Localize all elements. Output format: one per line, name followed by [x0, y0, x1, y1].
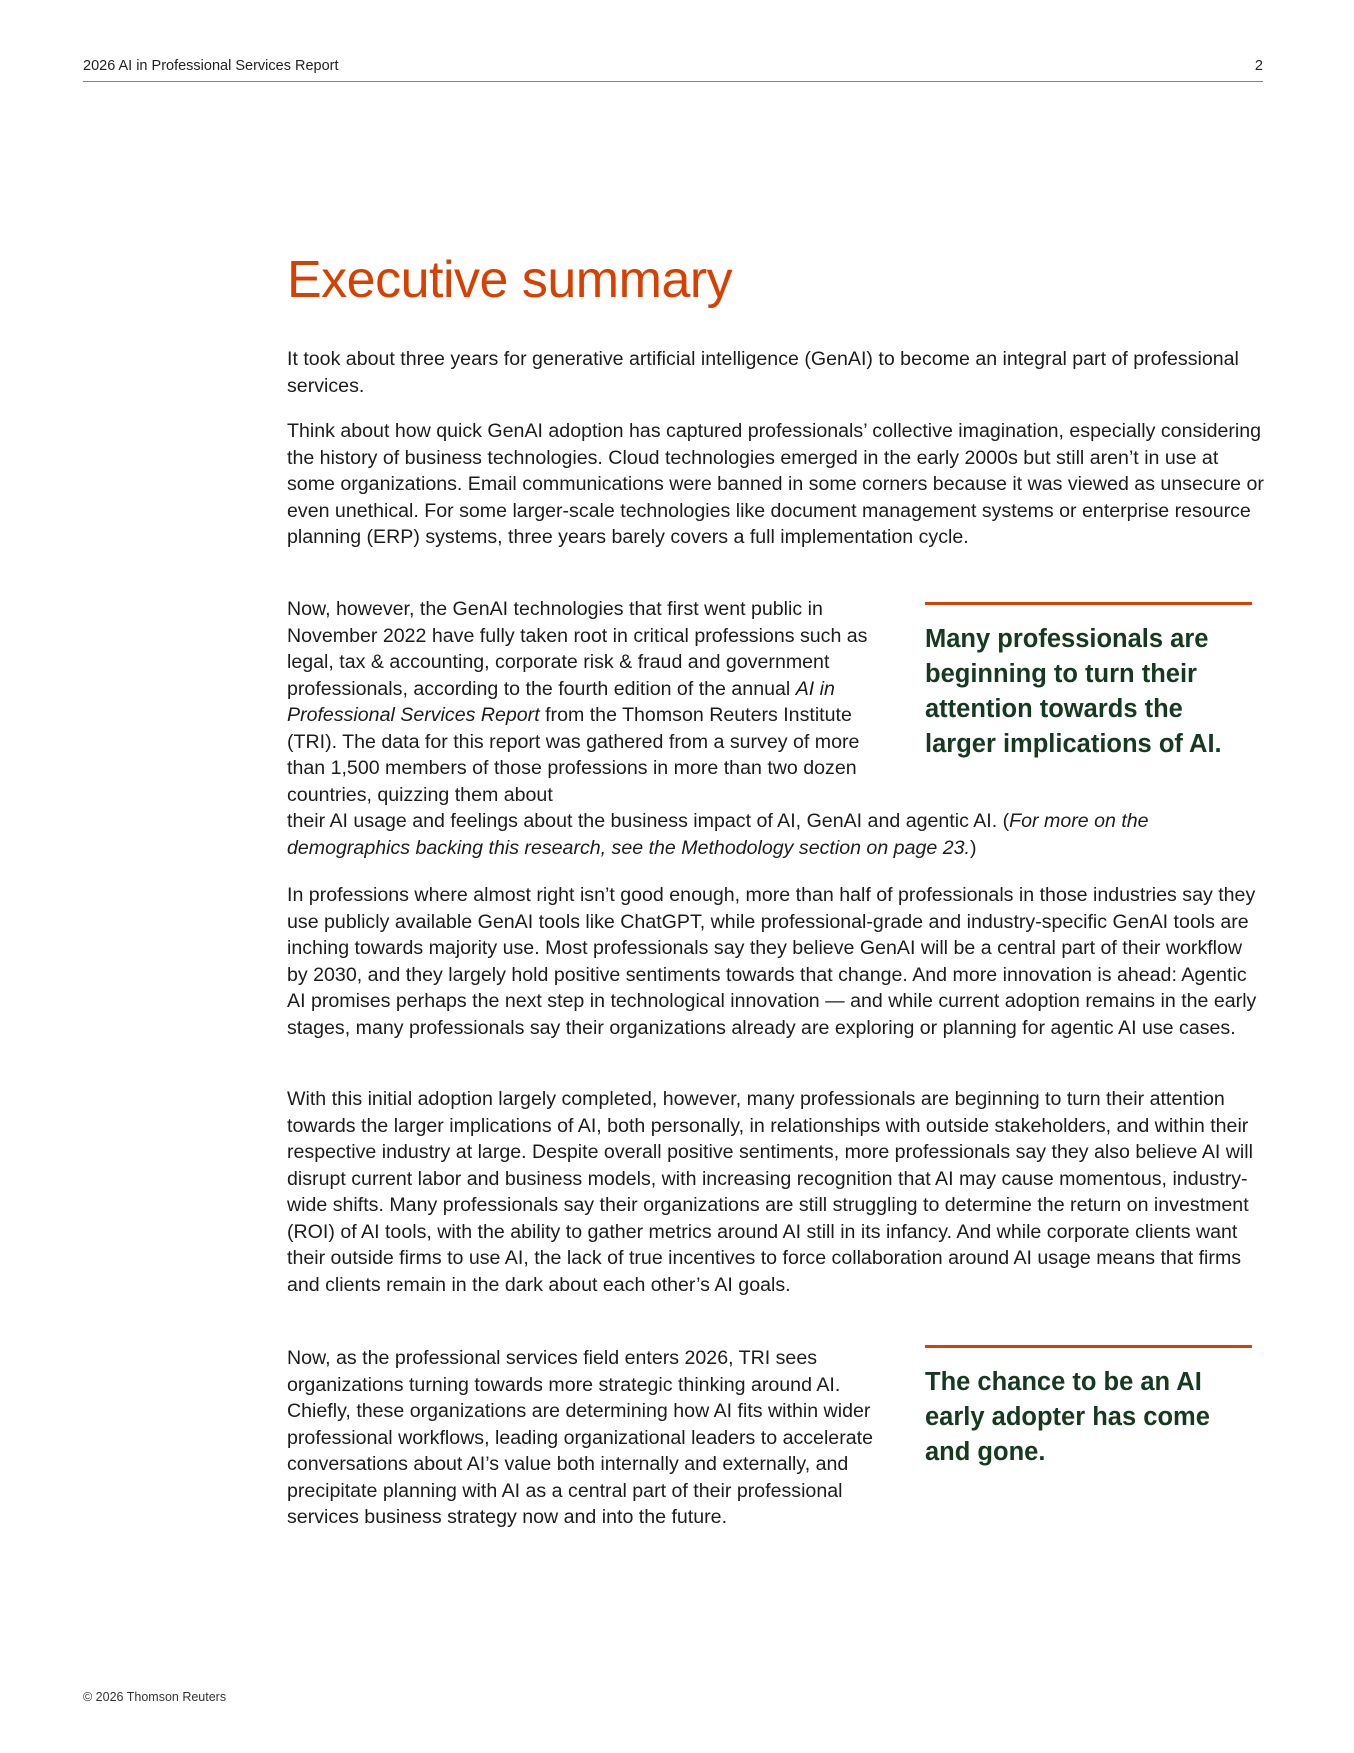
page-number: 2 [1254, 58, 1263, 74]
paragraph-strategy: Now, as the professional services field enters 2026, TRI sees organizations turning towards more strategic thinking around AI. Chiefly, these organizations are determining how AI fits within wider professional workflows, leading organizational leaders to accelerate conversations about AI’s value both internally and externally, and precipitate planning with AI as a central part of their professional services business strategy now and into the future. [287, 1347, 873, 1528]
paragraph-intro: It took about three years for generative artificial intelligence (GenAI) to become an integral part of professional services. [287, 348, 1239, 397]
paragraph-usage: In professions where almost right isn’t good enough, more than half of professionals in those industries say they use publicly available GenAI tools like ChatGPT, while professional-grade and industry-specific GenAI tools are inching towards majority use. Most professionals say they believe GenAI will be a central part of their workflow by 2030, and they largely hold positive sentiments towards that change. And more innovation is ahead: Agentic AI promises perhaps the next step in technological innovation — and while current adoption remains in the early stages, many professionals say their organizations already are exploring or planning for agentic AI use cases. [287, 884, 1257, 1039]
paragraph-adoption-usage: their AI usage and feelings about the business impact of AI, GenAI and agentic AI. ( [287, 810, 1010, 832]
footer-copyright: © 2026 Thomson Reuters [83, 1690, 227, 1704]
section-heading: Executive summary [287, 251, 733, 309]
paragraph-adoption-wide [287, 808, 1267, 861]
paragraph-adoption-close: ) [969, 836, 977, 859]
pull-quote-1: Many professionals are beginning to turn their attention towards the larger implications of AI. [925, 625, 1222, 758]
header-divider [83, 81, 1263, 82]
methodology-note: For more on the demographics backing this research, see the Methodology section on page 23. [287, 810, 1149, 859]
report-name: AI in Professional Services Report [287, 677, 835, 726]
paragraph-adoption-narrow [287, 596, 897, 808]
report-title: 2026 AI in Professional Services Report [83, 58, 339, 74]
paragraph-adoption-text-cont: from the Thomson Reuters Institute (TRI). The data for this report was gathered from a survey of more than 1,500 members of those professions in more than two dozen countries, quizzing them about [287, 704, 860, 806]
pull-quote-rule-2 [925, 1345, 1252, 1348]
pull-quote-2: The chance to be an AI early adopter has come and gone. [925, 1368, 1210, 1466]
paragraph-implications: With this initial adoption largely completed, however, many professionals are beginning to turn their attention towards the larger implications of AI, both personally, in relationships with outside stakeholders, and within their respective industry at large. Despite overall positive sentiments, more professionals say they also believe AI will disrupt current labor and business models, with increasing recognition that AI may cause momentous, industry-wide shifts. Many professionals say their organizations are still struggling to determine the return on investment (ROI) of AI tools, with the ability to gather metrics around AI still in its infancy. And while corporate clients want their outside firms to use AI, the lack of true incentives to force collaboration around AI usage means that firms and clients remain in the dark about each other’s AI goals. [287, 1088, 1253, 1296]
paragraph-history: Think about how quick GenAI adoption has captured professionals’ collective imagination, especially considering the history of business technologies. Cloud technologies emerged in the early 2000s but still aren’t in use at some organizations. Email communications were banned in some corners because it was viewed as unsecure or even unethical. For some larger-scale technologies like document management systems or enterprise resource planning (ERP) systems, three years barely covers a full implementation cycle. [287, 420, 1264, 548]
pull-quote-rule-1 [925, 602, 1252, 605]
paragraph-adoption-text: Now, however, the GenAI technologies that first went public in November 2022 have fully taken root in critical professions such as legal, tax & accounting, corporate risk & fraud and government professionals, according to the fourth edition of the annual [287, 598, 868, 700]
page-header [83, 58, 1263, 82]
